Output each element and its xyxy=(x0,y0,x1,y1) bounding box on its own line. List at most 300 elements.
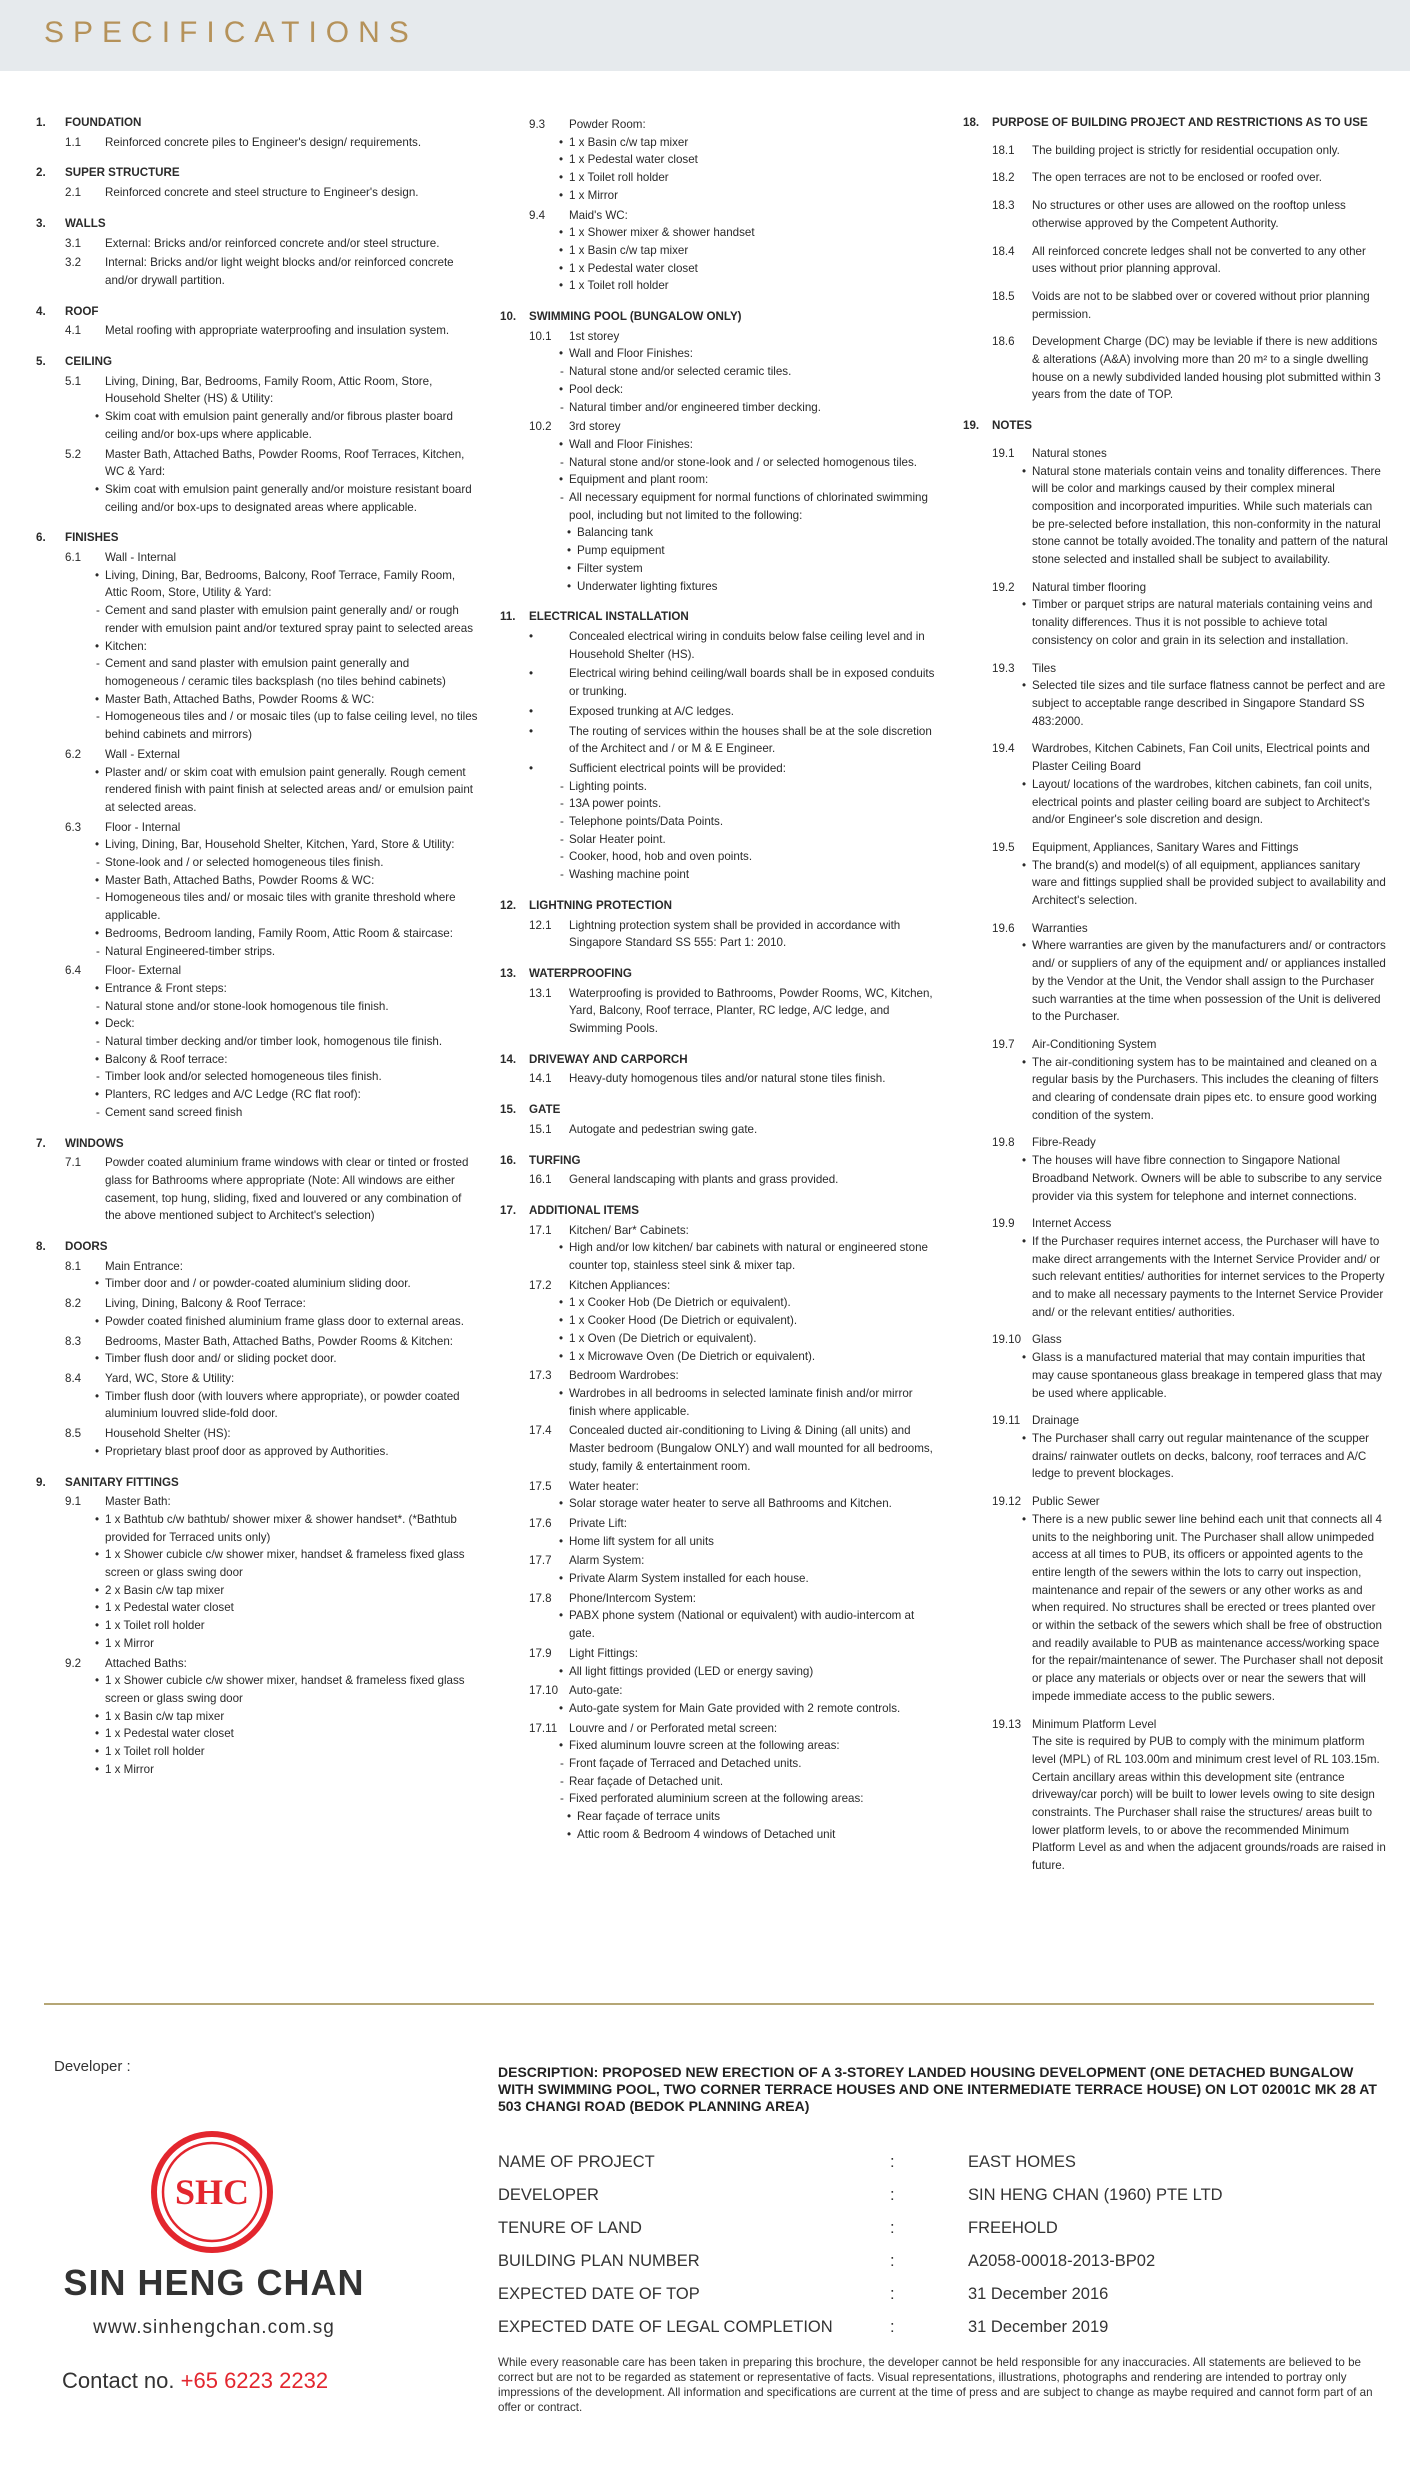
clause-body xyxy=(559,1070,942,1088)
clause-text: Autogate and pedestrian swing gate. xyxy=(569,1122,758,1136)
section-number: 7. xyxy=(36,1136,46,1150)
list-item: • Attic room & Bedroom 4 windows of Detached unit xyxy=(567,1826,942,1844)
clause-number: 17.2 xyxy=(529,1278,552,1292)
spec-clause xyxy=(500,1070,942,1088)
clause-body xyxy=(559,1367,942,1420)
clause-text: External: Bricks and/or reinforced concrete and/or steel structure. xyxy=(105,236,440,250)
clause-number: 17.6 xyxy=(529,1516,552,1530)
list-item: • 1 x Toilet roll holder xyxy=(95,1617,478,1635)
clause-body xyxy=(95,184,478,202)
info-row xyxy=(498,2278,1378,2311)
section-heading xyxy=(36,353,478,371)
clause-number: 19.13 xyxy=(992,1717,1022,1731)
clause-text: Powder coated aluminium frame windows with clear or tinted or frosted glass for Bathrooms where appropriate (Note: All windows are either casement, top hung, sliding, fixed and louvered or any combination of the above mentioned subject to Architect's selection) xyxy=(105,1156,469,1223)
clause-number: 19.12 xyxy=(992,1495,1022,1509)
spec-clause xyxy=(963,288,1388,323)
clause-text: The open terraces are not to be enclosed or roofed over. xyxy=(1032,171,1323,185)
spec-clause xyxy=(500,418,942,595)
section-number: 9. xyxy=(36,1475,46,1489)
list-item: • Timber or parquet strips are natural materials containing veins and tonality differences. Thus it is not possible to achieve total consistency on color and grain in its selection and installation. xyxy=(1022,596,1388,649)
clause-text: Auto-gate: xyxy=(569,1684,623,1698)
clause-number: 10.1 xyxy=(529,329,552,343)
clause-number: 12.1 xyxy=(529,918,552,932)
clause-text: Equipment, Appliances, Sanitary Wares and Fittings xyxy=(1032,840,1299,854)
info-colon: : xyxy=(890,2285,895,2303)
section-number: 2. xyxy=(36,166,46,180)
clause-number: 18.6 xyxy=(992,335,1015,349)
clause-number: 19.2 xyxy=(992,580,1015,594)
clause-number: • xyxy=(529,629,534,643)
list-item: • Rear façade of terrace units xyxy=(567,1808,942,1826)
clause-body xyxy=(95,549,478,744)
list-item: • 1 x Pedestal water closet xyxy=(95,1725,478,1743)
spec-section xyxy=(500,965,942,1038)
clause-body xyxy=(95,1333,478,1368)
list-item: - 13A power points. xyxy=(559,795,942,813)
spec-clause xyxy=(963,1134,1388,1205)
clause-number: 6.2 xyxy=(65,747,82,761)
spec-clause xyxy=(500,1720,942,1844)
clause-number: 9.1 xyxy=(65,1495,82,1509)
clause-text: Phone/Intercom System: xyxy=(569,1591,696,1605)
clause-number: 15.1 xyxy=(529,1122,552,1136)
clause-body xyxy=(559,917,942,952)
clause-text: Floor- External xyxy=(105,964,182,978)
info-label: EXPECTED DATE OF LEGAL COMPLETION xyxy=(498,2318,833,2336)
clause-text: Main Entrance: xyxy=(105,1259,183,1273)
clause-body xyxy=(559,1222,942,1275)
info-colon: : xyxy=(890,2186,895,2204)
clause-body xyxy=(559,1121,942,1139)
clause-text: Living, Dining, Bar, Bedrooms, Family Room, Attic Room, Store, Household Shelter (HS) & Utility: xyxy=(105,374,433,406)
clause-body xyxy=(95,1655,478,1779)
list-item: • 1 x Basin c/w tap mixer xyxy=(559,134,942,152)
section-number: 6. xyxy=(36,531,46,545)
list-item: - Stone-look and / or selected homogeneous tiles finish. xyxy=(95,854,478,872)
clause-text: Development Charge (DC) may be leviable if there is new additions & alterations (A&A) involving more than 20 m² to a single dwelling house on a newly subdivided landed housing plot submitted within 3 years from the date of TOP. xyxy=(1032,335,1381,402)
list-item: • 2 x Basin c/w tap mixer xyxy=(95,1582,478,1600)
list-item: • The Purchaser shall carry out regular maintenance of the scupper drains/ rainwater outlets on decks, balcony, roof terraces and A/C ledge to prevent blockages. xyxy=(1022,1430,1388,1483)
list-item: • 1 x Shower mixer & shower handset xyxy=(559,224,942,242)
spec-clause xyxy=(963,142,1388,160)
spec-clause xyxy=(500,985,942,1038)
section-heading xyxy=(963,114,1388,132)
spec-clause xyxy=(500,1682,942,1717)
clause-number: 13.1 xyxy=(529,986,552,1000)
clause-body xyxy=(559,703,942,721)
list-item: • 1 x Pedestal water closet xyxy=(559,260,942,278)
list-item: • 1 x Oven (De Dietrich or equivalent). xyxy=(559,1330,942,1348)
list-item: - Natural timber and/or engineered timber decking. xyxy=(559,399,942,417)
clause-body xyxy=(1022,1412,1388,1483)
list-item: • Private Alarm System installed for each house. xyxy=(559,1570,942,1588)
section-title: ADDITIONAL ITEMS xyxy=(529,1203,639,1217)
list-item: • Fixed aluminum louvre screen at the following areas: xyxy=(559,1737,942,1755)
clause-number: 17.7 xyxy=(529,1554,552,1568)
list-item: - Timber look and/or selected homogeneous tiles finish. xyxy=(95,1068,478,1086)
spec-section xyxy=(36,353,478,516)
spec-clause xyxy=(963,1493,1388,1705)
clause-text: Minimum Platform Level xyxy=(1032,1717,1157,1731)
list-item: • 1 x Mirror xyxy=(95,1635,478,1653)
clause-body xyxy=(1022,169,1388,187)
section-number: 10. xyxy=(500,310,517,324)
section-title: DOORS xyxy=(65,1240,108,1254)
spec-clause xyxy=(500,1422,942,1475)
list-item: - Natural stone and/or stone-look homogenous tile finish. xyxy=(95,998,478,1016)
clause-body xyxy=(559,1645,942,1680)
clause-text: Sufficient electrical points will be provided: xyxy=(569,761,786,775)
list-item: • There is a new public sewer line behind each unit that connects all 4 units to the neighboring unit. The Purchaser shall allow unimpeded access at all times to PUB, its officers or appointed agents to the entire length of the sewers within the lots to carry out inspection, maintenance and repair of the sewers or any other works as and when required. No structures shall be erected or trees planted over or within the setback of the sewers which shall be free of obstruction and readily available to PUB as maintenance access/working space for the repair/maintenance of sewer. The Purchaser shall not deposit or place any materials or objects over or near the sewers that will impede immediate access to the public sewers. xyxy=(1022,1511,1388,1706)
clause-text: Metal roofing with appropriate waterproofing and insulation system. xyxy=(105,324,450,338)
list-item: - Cooker, hood, hob and oven points. xyxy=(559,848,942,866)
section-number: 3. xyxy=(36,216,46,230)
list-item: - Fixed perforated aluminium screen at the following areas: xyxy=(559,1790,942,1808)
clause-number: 7.1 xyxy=(65,1156,82,1170)
spec-clause xyxy=(36,746,478,817)
spec-clause xyxy=(36,819,478,961)
clause-text: Tiles xyxy=(1032,661,1057,675)
info-colon: : xyxy=(890,2318,895,2336)
clause-text: Bedroom Wardrobes: xyxy=(569,1369,679,1383)
info-value: FREEHOLD xyxy=(968,2219,1058,2237)
section-title: NOTES xyxy=(992,419,1032,433)
section-number: 4. xyxy=(36,304,46,318)
list-item: • High and/or low kitchen/ bar cabinets with natural or engineered stone counter top, stainless steel sink & mixer tap. xyxy=(559,1239,942,1274)
clause-text: Electrical wiring behind ceiling/wall boards shall be in exposed conduits or trunking. xyxy=(569,667,935,699)
clause-text: Air-Conditioning System xyxy=(1032,1037,1157,1051)
spec-section xyxy=(500,116,942,295)
clause-number: 3.1 xyxy=(65,236,82,250)
list-item: • Timber flush door (with louvers where appropriate), or powder coated aluminium louvred slide-fold door. xyxy=(95,1388,478,1423)
clause-body xyxy=(95,373,478,444)
section-number: 1. xyxy=(36,116,46,129)
spec-clause xyxy=(36,235,478,253)
clause-text: Light Fittings: xyxy=(569,1646,638,1660)
clause-body xyxy=(559,418,942,595)
spec-clause xyxy=(36,373,478,444)
info-row xyxy=(498,2212,1378,2245)
contact-phone[interactable]: +65 6223 2232 xyxy=(180,2368,329,2393)
info-colon: : xyxy=(890,2153,895,2171)
list-item: • Kitchen: xyxy=(95,638,478,656)
clause-text: Yard, WC, Store & Utility: xyxy=(105,1372,235,1385)
list-item: • If the Purchaser requires internet access, the Purchaser will have to make direct arrangements with the Internet Service Provider and/ or such relevant entities/ authorities for internet services to the Property and to make all necessary payments to the Internet Service Provider and/ or the relevant entities/ authorities. xyxy=(1022,1233,1388,1322)
list-item: - Telephone points/Data Points. xyxy=(559,813,942,831)
page-title: SPECIFICATIONS xyxy=(44,16,418,49)
list-item: • 1 x Shower cubicle c/w shower mixer, handset & frameless fixed glass screen or glass swing door xyxy=(95,1672,478,1707)
list-item: • Plaster and/ or skim coat with emulsion paint generally. Rough cement rendered finish with paint finish at selected areas and/ or emulsion paint at selected areas. xyxy=(95,764,478,817)
spec-section xyxy=(963,417,1388,1875)
spec-clause xyxy=(36,1425,478,1460)
clause-number: 6.4 xyxy=(65,964,82,978)
spec-clause xyxy=(36,1154,478,1225)
clause-body xyxy=(559,760,942,884)
spec-clause xyxy=(963,1716,1388,1875)
developer-brand: SIN HENG CHAN xyxy=(63,2262,365,2303)
clause-number: 19.8 xyxy=(992,1136,1015,1150)
developer-logo-icon xyxy=(150,2130,274,2254)
clause-number: 18.2 xyxy=(992,171,1015,185)
list-item: • Timber door and / or powder-coated aluminium sliding door. xyxy=(95,1275,478,1293)
spec-clause xyxy=(500,628,942,663)
list-item: • Pool deck: xyxy=(559,381,942,399)
list-item: • Glass is a manufactured material that may contain impurities that may cause spontaneous glass breakage in tempered glass that may be used where applicable. xyxy=(1022,1349,1388,1402)
clause-body xyxy=(1022,288,1388,323)
list-item: • Selected tile sizes and tile surface flatness cannot be perfect and are subject to acceptable range described in Singapore Standard SS 483:2000. xyxy=(1022,677,1388,730)
spec-clause xyxy=(500,917,942,952)
clause-text: Water heater: xyxy=(569,1479,639,1493)
spec-clause xyxy=(963,1215,1388,1321)
clause-text: Reinforced concrete piles to Engineer's design/ requirements. xyxy=(105,135,422,149)
info-label: EXPECTED DATE OF TOP xyxy=(498,2285,700,2303)
clause-number: 19.11 xyxy=(992,1414,1021,1428)
clause-body xyxy=(95,254,478,289)
clause-text: Household Shelter (HS): xyxy=(105,1427,231,1441)
clause-number: 19.1 xyxy=(992,446,1015,460)
list-item: • Planters, RC ledges and A/C Ledge (RC flat roof): xyxy=(95,1086,478,1104)
info-row xyxy=(498,2311,1378,2344)
info-colon: : xyxy=(890,2219,895,2237)
clause-number: 19.9 xyxy=(992,1217,1015,1231)
spec-section xyxy=(36,529,478,1121)
spec-clause xyxy=(500,1590,942,1643)
list-item: • Master Bath, Attached Baths, Powder Rooms & WC: xyxy=(95,691,478,709)
spec-section xyxy=(36,1238,478,1460)
list-item: • Wall and Floor Finishes: xyxy=(559,345,942,363)
clause-body xyxy=(95,446,478,517)
clause-body xyxy=(559,1720,942,1844)
list-item: - Natural stone and/or selected ceramic tiles. xyxy=(559,363,942,381)
clause-number: 19.4 xyxy=(992,742,1015,756)
clause-number: 19.3 xyxy=(992,661,1015,675)
list-item: • Balancing tank xyxy=(567,524,942,542)
clause-number: 17.10 xyxy=(529,1684,559,1698)
section-heading xyxy=(500,1051,942,1069)
clause-number: 17.9 xyxy=(529,1646,552,1660)
clause-text: General landscaping with plants and grass provided. xyxy=(569,1173,839,1187)
clause-number: 8.5 xyxy=(65,1427,82,1441)
clause-body xyxy=(1022,740,1388,829)
spec-section xyxy=(500,608,942,884)
info-label: BUILDING PLAN NUMBER xyxy=(498,2252,700,2270)
list-item: - Natural stone and/or stone-look and / or selected homogenous tiles. xyxy=(559,454,942,472)
info-label: TENURE OF LAND xyxy=(498,2219,642,2237)
list-item: • Proprietary blast proof door as approved by Authorities. xyxy=(95,1443,478,1461)
section-heading xyxy=(36,164,478,182)
section-title: WINDOWS xyxy=(65,1136,124,1150)
section-heading xyxy=(500,1152,942,1170)
section-title: WATERPROOFING xyxy=(529,966,632,980)
clause-text: Bedrooms, Master Bath, Attached Baths, Powder Rooms & Kitchen: xyxy=(105,1334,453,1348)
section-number: 15. xyxy=(500,1103,517,1117)
clause-text: Natural stones xyxy=(1032,446,1107,460)
clause-text: Glass xyxy=(1032,1333,1062,1347)
clause-number: 4.1 xyxy=(65,324,82,338)
spec-section xyxy=(500,1101,942,1138)
list-item: • Equipment and plant room: xyxy=(559,471,942,489)
spec-clause xyxy=(500,703,942,721)
clause-body xyxy=(1022,445,1388,569)
clause-text: Master Bath, Attached Baths, Powder Rooms, Roof Terraces, Kitchen, WC & Yard: xyxy=(105,447,465,479)
section-title: ELECTRICAL INSTALLATION xyxy=(529,610,689,624)
list-item: • Timber flush door and/ or sliding pocket door. xyxy=(95,1350,478,1368)
clause-text: Floor - Internal xyxy=(105,820,181,834)
clause-body xyxy=(559,328,942,417)
clause-body xyxy=(559,723,942,758)
spec-clause xyxy=(36,322,478,340)
spec-clause xyxy=(500,1367,942,1420)
clause-number: 16.1 xyxy=(529,1173,552,1187)
section-number: 19. xyxy=(963,419,980,433)
list-item: - Natural timber decking and/or timber look, homogenous tile finish. xyxy=(95,1033,478,1051)
spec-section xyxy=(36,164,478,201)
clause-number: 8.4 xyxy=(65,1372,82,1385)
list-item: • 1 x Mirror xyxy=(95,1761,478,1779)
clause-body xyxy=(559,1277,942,1366)
section-number: 11. xyxy=(500,610,516,624)
clause-number: 1.1 xyxy=(65,135,82,149)
list-item: • 1 x Toilet roll holder xyxy=(559,277,942,295)
section-title: SUPER STRUCTURE xyxy=(65,166,180,180)
clause-number: 9.4 xyxy=(529,208,546,222)
list-item: • Bedrooms, Bedroom landing, Family Room, Attic Room & staircase: xyxy=(95,925,478,943)
clause-body xyxy=(1022,920,1388,1026)
clause-text: Fibre-Ready xyxy=(1032,1136,1096,1150)
clause-body xyxy=(95,1370,478,1423)
section-heading xyxy=(36,114,478,132)
spec-section xyxy=(36,1474,478,1779)
section-number: 17. xyxy=(500,1203,517,1217)
clause-number: • xyxy=(529,761,534,775)
list-item: - Cement and sand plaster with emulsion paint generally and/ or rough render with emulsion paint and/or textured spray paint to selected areas xyxy=(95,602,478,637)
clause-text: Alarm System: xyxy=(569,1554,645,1568)
clause-text: Exposed trunking at A/C ledges. xyxy=(569,704,734,718)
section-number: 12. xyxy=(500,898,517,912)
section-title: FOUNDATION xyxy=(65,116,142,129)
developer-website[interactable]: www.sinhengchan.com.sg xyxy=(93,2317,335,2338)
clause-number: 17.11 xyxy=(529,1721,558,1735)
list-item: - Lighting points. xyxy=(559,778,942,796)
spec-clause xyxy=(963,197,1388,232)
clause-text: Maid's WC: xyxy=(569,208,628,222)
section-heading xyxy=(36,303,478,321)
clause-body xyxy=(1022,142,1388,160)
list-item: • Balcony & Roof terrace: xyxy=(95,1051,478,1069)
section-title: SWIMMING POOL (BUNGALOW ONLY) xyxy=(529,310,742,324)
clause-text: Concealed ducted air-conditioning to Living & Dining (all units) and Master bedroom (Bungalow ONLY) and wall mounted for all bedrooms, study, family & entertainment room. xyxy=(569,1424,933,1473)
clause-text: The site is required by PUB to comply with the minimum platform level (MPL) of RL 103.00m and minimum crest level of RL 103.15m. Certain ancillary areas within this development site (entrance driveway/car porch) will be built to lower levels owing to site design constraints. The Purchaser shall raise the structures/ areas built to lower platform levels, to or above the recommended Minimum Platform Level as and when the adjacent grounds/roads are raised in future. xyxy=(1032,1735,1386,1873)
spec-clause xyxy=(36,1258,478,1293)
clause-body xyxy=(1022,1716,1388,1875)
clause-text: Wardrobes, Kitchen Cabinets, Fan Coil units, Electrical points and Plaster Ceiling Board xyxy=(1032,742,1370,774)
section-number: 8. xyxy=(36,1240,46,1254)
list-item: • 1 x Toilet roll holder xyxy=(559,169,942,187)
list-item: - Washing machine point xyxy=(559,866,942,884)
section-heading xyxy=(36,1135,478,1153)
list-item: • 1 x Cooker Hob (De Dietrich or equivalent). xyxy=(559,1294,942,1312)
list-item: • Where warranties are given by the manufacturers and/ or contractors and/ or suppliers of any of the equipment and/ or appliances installed by the Vendor at the Unit, the Vendor shall assign to the Purchaser such warranties at the time when possession of the Unit is delivered to the Purchaser. xyxy=(1022,937,1388,1026)
clause-text: Attached Baths: xyxy=(105,1656,187,1670)
spec-clause xyxy=(500,328,942,417)
clause-text: Internet Access xyxy=(1032,1217,1112,1231)
developer-contact xyxy=(62,2368,328,2394)
spec-section xyxy=(500,308,942,595)
info-value: 31 December 2016 xyxy=(968,2285,1109,2303)
section-title: DRIVEWAY AND CARPORCH xyxy=(529,1052,688,1066)
clause-number: 18.3 xyxy=(992,199,1015,213)
spec-clause xyxy=(500,207,942,296)
clause-text: Kitchen Appliances: xyxy=(569,1278,671,1292)
list-item: • Wardrobes in all bedrooms in selected laminate finish and/or mirror finish where applicable. xyxy=(559,1385,942,1420)
list-item: • Powder coated finished aluminium frame glass door to external areas. xyxy=(95,1313,478,1331)
spec-column-2 xyxy=(500,114,942,1857)
logo-monogram: SHC xyxy=(174,2172,250,2212)
clause-text: Concealed electrical wiring in conduits below false ceiling level and in Household Shelter (HS). xyxy=(569,629,925,661)
clause-body xyxy=(1022,660,1388,731)
list-item: • Skim coat with emulsion paint generally and/or moisture resistant board ceiling and/or box-ups to designated areas where applicable. xyxy=(95,481,478,516)
clause-number: 6.1 xyxy=(65,551,82,565)
spec-clause xyxy=(500,1277,942,1366)
info-label: DEVELOPER xyxy=(498,2186,599,2204)
spec-clause xyxy=(36,1295,478,1330)
clause-body xyxy=(95,1493,478,1652)
list-item: - Homogeneous tiles and/ or mosaic tiles with granite threshold where applicable. xyxy=(95,889,478,924)
spec-clause xyxy=(36,1370,478,1423)
clause-text: All reinforced concrete ledges shall not be converted to any other uses without prior planning approval. xyxy=(1032,244,1366,276)
clause-number: 17.4 xyxy=(529,1424,552,1438)
section-heading xyxy=(36,529,478,547)
list-item: • The houses will have fibre connection to Singapore National Broadband Network. Owners will be able to subscribe to any service provider via this system for telephone and internet connections. xyxy=(1022,1152,1388,1205)
clause-text: The routing of services within the houses shall be at the sole discretion of the Architect and / or M & E Engineer. xyxy=(569,724,932,756)
clause-number: 17.3 xyxy=(529,1369,552,1383)
clause-number: 19.6 xyxy=(992,921,1015,935)
clause-body xyxy=(1022,1215,1388,1321)
clause-number: 9.3 xyxy=(529,118,546,131)
developer-label: Developer : xyxy=(54,2058,131,2075)
clause-number: 9.2 xyxy=(65,1656,82,1670)
spec-clause xyxy=(36,962,478,1121)
section-number: 16. xyxy=(500,1153,517,1167)
clause-number: • xyxy=(529,667,534,681)
clause-body xyxy=(1022,579,1388,650)
list-item: • 1 x Mirror xyxy=(559,187,942,205)
clause-number: 19.10 xyxy=(992,1333,1022,1347)
clause-number: • xyxy=(529,724,534,738)
spec-column-1 xyxy=(36,114,478,1791)
list-item: • The air-conditioning system has to be maintained and cleaned on a regular basis by the Purchasers. This includes the cleaning of filters and clearing of condensate drain pipes etc. to ensure good working condition of the system. xyxy=(1022,1054,1388,1125)
clause-text: Waterproofing is provided to Bathrooms, Powder Rooms, WC, Kitchen, Yard, Balcony, Roof terrace, Planter, RC ledge, A/C ledge, and Swimming Pools. xyxy=(569,986,933,1036)
clause-body xyxy=(559,207,942,296)
section-title: TURFING xyxy=(529,1153,581,1167)
spec-clause xyxy=(36,446,478,517)
spec-clause xyxy=(500,1171,942,1189)
clause-body xyxy=(1022,1493,1388,1705)
section-number: 18. xyxy=(963,116,980,129)
clause-body xyxy=(95,1425,478,1460)
spec-section xyxy=(36,114,478,151)
clause-text: 3rd storey xyxy=(569,420,621,434)
clause-body xyxy=(559,1478,942,1513)
clause-body xyxy=(1022,1134,1388,1205)
section-title: SANITARY FITTINGS xyxy=(65,1475,179,1489)
list-item: • Living, Dining, Bar, Household Shelter, Kitchen, Yard, Store & Utility: xyxy=(95,836,478,854)
spec-clause xyxy=(500,116,942,205)
clause-body xyxy=(95,235,478,253)
spec-column-3 xyxy=(963,114,1388,1888)
section-heading xyxy=(500,897,942,915)
list-item: • 1 x Microwave Oven (De Dietrich or equivalent). xyxy=(559,1348,942,1366)
